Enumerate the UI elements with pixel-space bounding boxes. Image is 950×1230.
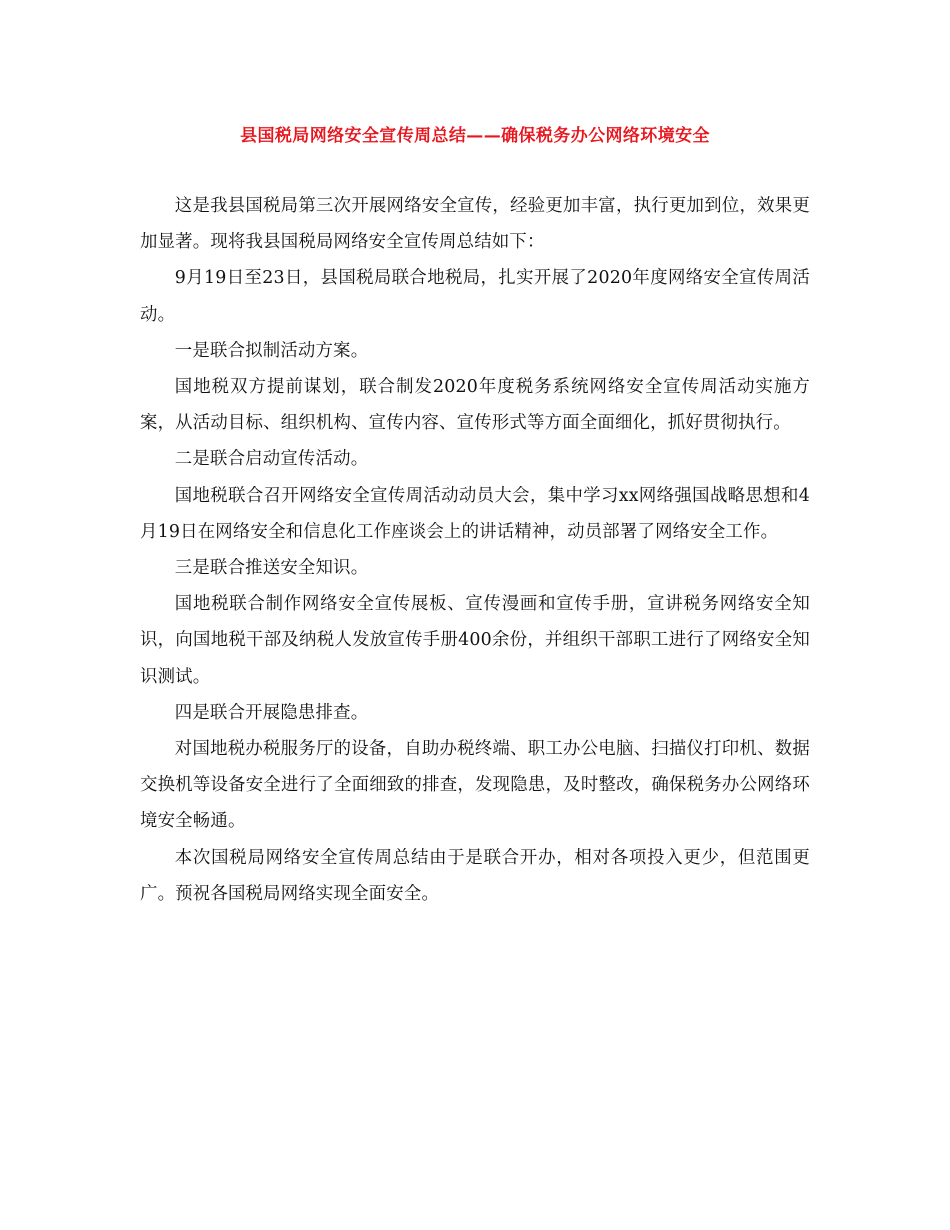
- paragraph-conclusion: 本次国税局网络安全宣传周总结由于是联合开办，相对各项投入更少，但范围更广。预祝各国税局网络实现全面安全。: [140, 847, 810, 904]
- section-heading-3: 三是联合推送安全知识。: [174, 558, 369, 579]
- section-heading-1: 一是联合拟制活动方案。: [174, 340, 369, 361]
- paragraph-knowledge: 国地税联合制作网络安全宣传展板、宣传漫画和宣传手册，宣讲税务网络安全知识，向国地税干部及纳税人发放宣传手册400余份，并组织干部职工进行了网络安全知识测试。: [140, 594, 810, 687]
- paragraph-intro: 这是我县国税局第三次开展网络安全宣传，经验更加丰富，执行更加到位，效果更加显著。现将我县国税局网络安全宣传周总结如下：: [140, 196, 810, 253]
- paragraph-inspection: 对国地税办税服务厅的设备，自助办税终端、职工办公电脑、扫描仪打印机、数据交换机等设备安全进行了全面细致的排查，发现隐患，及时整改，确保税务办公网络环境安全畅通。: [140, 739, 810, 832]
- document-title: 县国税局网络安全宣传周总结——确保税务办公网络环境安全: [240, 126, 710, 146]
- paragraph-launch: 国地税联合召开网络安全宣传周活动动员大会，集中学习xx网络强国战略思想和4月19日在网络安全和信息化工作座谈会上的讲话精神，动员部署了网络安全工作。: [140, 485, 810, 542]
- paragraph-dates: 9月19日至23日，县国税局联合地税局，扎实开展了2020年度网络安全宣传周活动。: [140, 268, 810, 325]
- section-heading-2: 二是联合启动宣传活动。: [174, 449, 369, 470]
- document-body: [140, 188, 810, 912]
- paragraph-plan: 国地税双方提前谋划，联合制发2020年度税务系统网络安全宣传周活动实施方案，从活动目标、组织机构、宣传内容、宣传形式等方面全面细化，抓好贯彻执行。: [140, 377, 810, 434]
- section-heading-4: 四是联合开展隐患排查。: [174, 702, 369, 723]
